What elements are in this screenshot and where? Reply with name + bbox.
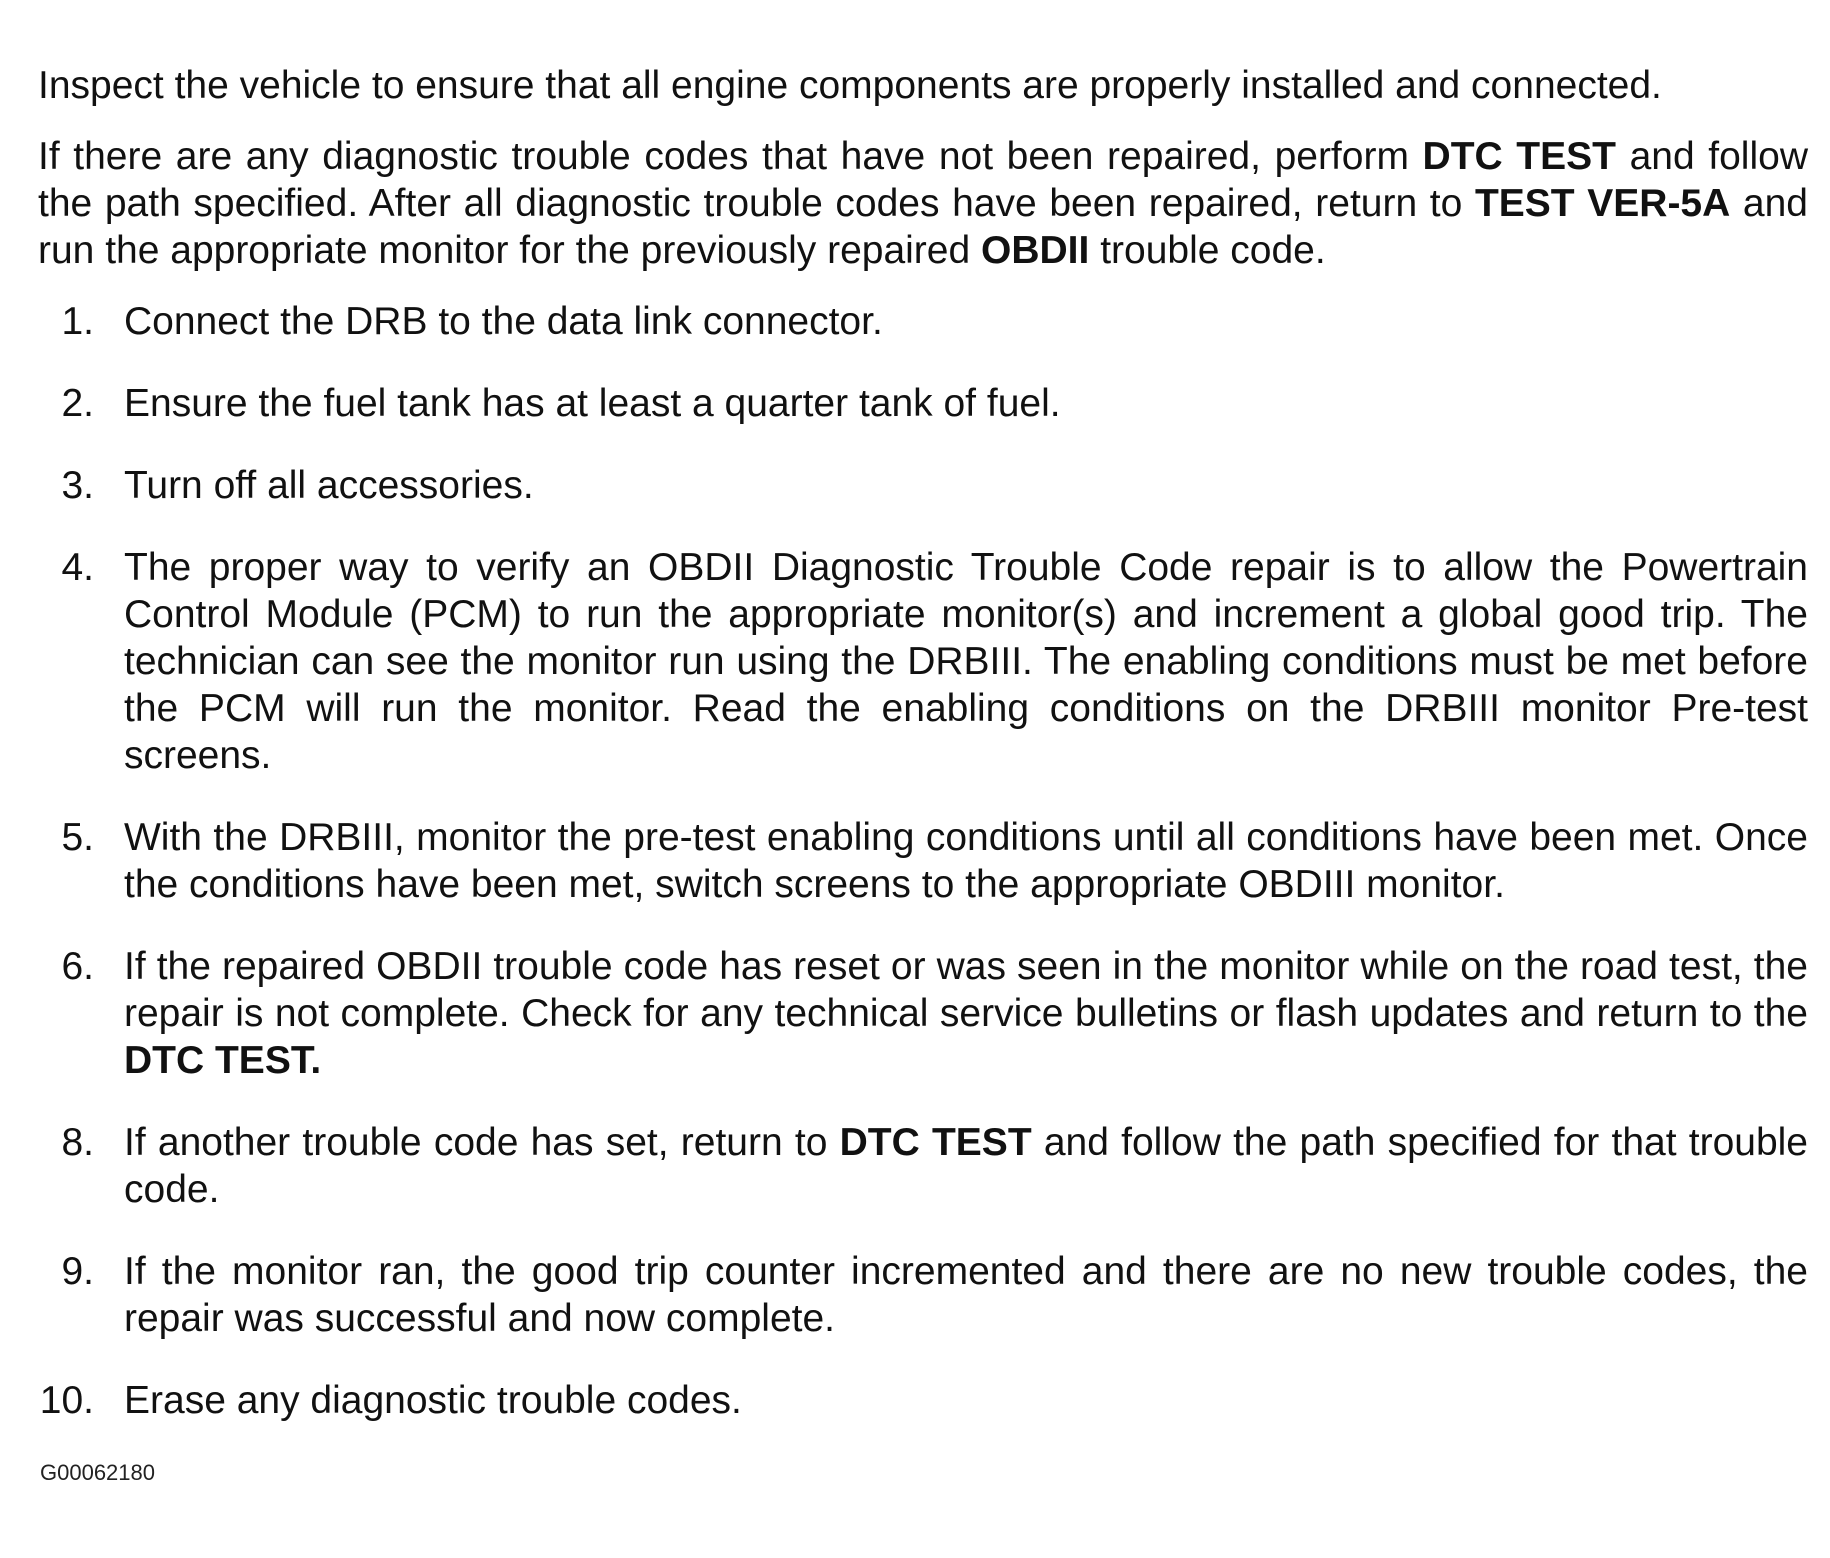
intro-paragraph-2 — [38, 133, 1808, 274]
procedure-text — [38, 62, 1808, 1424]
step-6 — [38, 943, 1808, 1084]
step-6-text-a: If the repaired OBDII trouble code has reset or was seen in the monitor while on the road test, the repair is not complete. Check for any technical service bulletins or flash updates and return to the — [124, 945, 1808, 1035]
step-10 — [38, 1377, 1808, 1424]
step-number: 3. — [61, 464, 94, 507]
step-8-text-a: If another trouble code has set, return to — [124, 1121, 840, 1164]
obdii-ref: OBDII — [981, 229, 1090, 272]
step-text — [124, 1119, 1808, 1213]
step-number: 4. — [61, 546, 94, 589]
step-text: Ensure the fuel tank has at least a quarter tank of fuel. — [124, 382, 1061, 425]
intro-p2-text-a: If there are any diagnostic trouble codes that have not been repaired, perform — [38, 135, 1423, 178]
step-4 — [38, 544, 1808, 779]
step-number: 6. — [61, 945, 94, 988]
step-text: The proper way to verify an OBDII Diagnostic Trouble Code repair is to allow the Powertrain Control Module (PCM) to run the appropriate monitor(s) and increment a global good trip. The technician can see the monitor run using the DRBIII. The enabling conditions must be met before the PCM will run the monitor. Read the enabling conditions on the DRBIII monitor Pre-test screens. — [124, 546, 1808, 777]
step-text: Turn off all accessories. — [124, 464, 534, 507]
figure-code: G00062180 — [40, 1460, 155, 1485]
step-text: Erase any diagnostic trouble codes. — [124, 1379, 742, 1422]
intro-p2-text-d: and run the appropriate monitor for the previously repaired — [38, 182, 1809, 272]
step-5 — [38, 814, 1808, 908]
intro-p2-text-c: and follow the path specified. After all diagnostic trouble codes have been repaired, return to — [38, 135, 1808, 225]
step-number: 8. — [61, 1121, 94, 1164]
step-number: 10. — [39, 1379, 94, 1422]
step-text: If the monitor ran, the good trip counter incremented and there are no new trouble codes, the repair was successful and now complete. — [124, 1250, 1808, 1340]
step-number: 1. — [61, 300, 94, 343]
steps-list — [38, 298, 1808, 1424]
step-text: With the DRBIII, monitor the pre-test enabling conditions until all conditions have been met. Once the conditions have been met, switch screens to the appropriate OBDIII monitor. — [124, 816, 1808, 906]
step-9 — [38, 1248, 1808, 1342]
test-ver-ref: TEST VER-5A — [1474, 182, 1731, 225]
step-1 — [38, 298, 1808, 345]
step-2 — [38, 380, 1808, 427]
step-8 — [38, 1119, 1808, 1213]
step-number: 5. — [61, 816, 94, 859]
intro-p2-text-e: trouble code. — [1089, 229, 1326, 272]
step-number: 2. — [61, 382, 94, 425]
step-text — [124, 943, 1808, 1084]
intro-paragraph-1: Inspect the vehicle to ensure that all engine components are properly installed and connected. — [38, 64, 1662, 107]
dtc-test-ref: DTC TEST — [839, 1121, 1032, 1164]
step-text: Connect the DRB to the data link connector. — [124, 300, 883, 343]
step-number: 9. — [61, 1250, 94, 1293]
dtc-test-ref: DTC TEST. — [124, 1039, 322, 1082]
step-3 — [38, 462, 1808, 509]
step-8-text-c: and follow the path specified for that trouble code. — [124, 1121, 1808, 1211]
dtc-test-ref: DTC TEST — [1422, 135, 1616, 178]
